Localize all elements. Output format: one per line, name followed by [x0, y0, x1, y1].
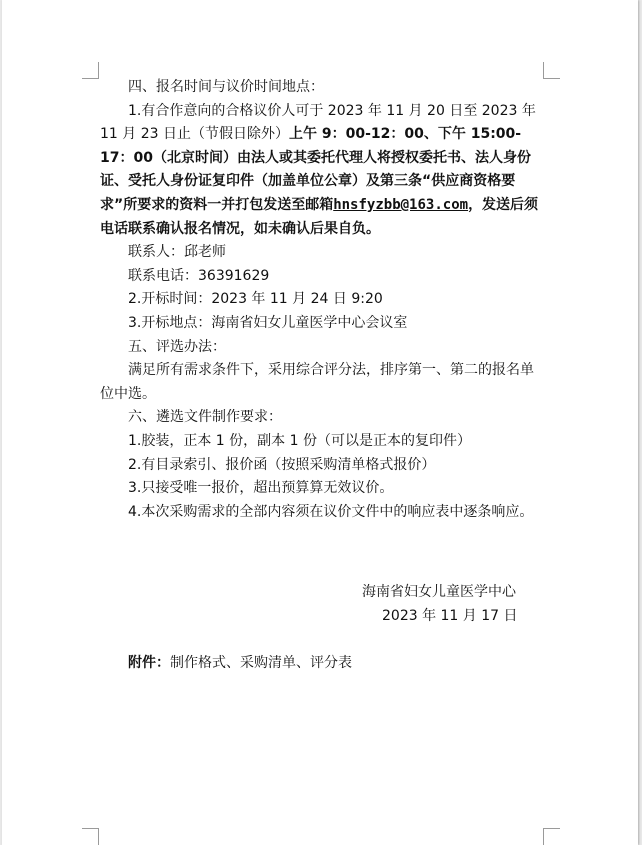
attachment-line	[128, 652, 352, 676]
section6-heading: 六、遴选文件制作要求：	[128, 409, 282, 426]
item1-prefix: 1.有合作意向的合格议价人可于 2023 年 11 月 20 日至 2023 年 11 月 23 日止（节假日除外）	[100, 102, 536, 143]
attachment-label: 附件：	[128, 655, 170, 671]
signature-date-line	[100, 605, 546, 629]
email-link[interactable]: hnsfyzbb@163.com	[333, 196, 469, 213]
section6-item4: 4.本次采购需求的全部内容须在议价文件中的响应表中逐条响应。	[128, 503, 534, 520]
crop-mark-bottom-left	[82, 828, 99, 845]
section4-item2: 2.开标时间：2023 年 11 月 24 日 9:20	[128, 291, 383, 308]
signature-date: 2023 年 11 月 17 日	[382, 608, 518, 624]
contact-person: 联系人：邱老师	[128, 244, 226, 261]
section6-item3: 3.只接受唯一报价，超出预算算无效议价。	[128, 480, 394, 497]
section4-heading: 四、报名时间与议价时间地点：	[128, 79, 324, 95]
item1-bold-tail: ，发送后须电话联系确认报名情况，如未确认后果自负。	[100, 196, 539, 237]
section4-item3: 3.开标地点：海南省妇女儿童医学中心会议室	[128, 314, 408, 331]
section4-item1	[100, 100, 546, 242]
crop-mark-top-left	[82, 62, 99, 79]
document-page	[2, 0, 638, 845]
contact-phone: 联系电话：36391629	[128, 267, 270, 284]
signature-org-line	[100, 581, 546, 605]
section6-item2: 2.有目录索引、报价函（按照采购清单格式报价）	[128, 456, 436, 473]
attachment-text: 制作格式、采购清单、评分表	[170, 655, 352, 671]
section5-heading: 五、评选办法：	[128, 338, 226, 355]
document-body	[100, 76, 546, 524]
item1-bold-part: 上午 9：00-12：00、下午 15:00-17：00（北京时间）由法人或其委托代理人将授权委托书、法人身份证、受托人身份证复印件（加盖单位公章）及第三条“供应商资格要求”所要求的资料一并打包发送至邮箱	[100, 126, 531, 213]
section5-body: 满足所有需求条件下，采用综合评分法，排序第一、第二的报名单位中选。	[100, 362, 534, 402]
section6-item1: 1.胶装，正本 1 份，副本 1 份（可以是正本的复印件）	[128, 432, 471, 449]
crop-mark-bottom-right	[543, 828, 560, 845]
signature-org: 海南省妇女儿童医学中心	[362, 584, 516, 600]
